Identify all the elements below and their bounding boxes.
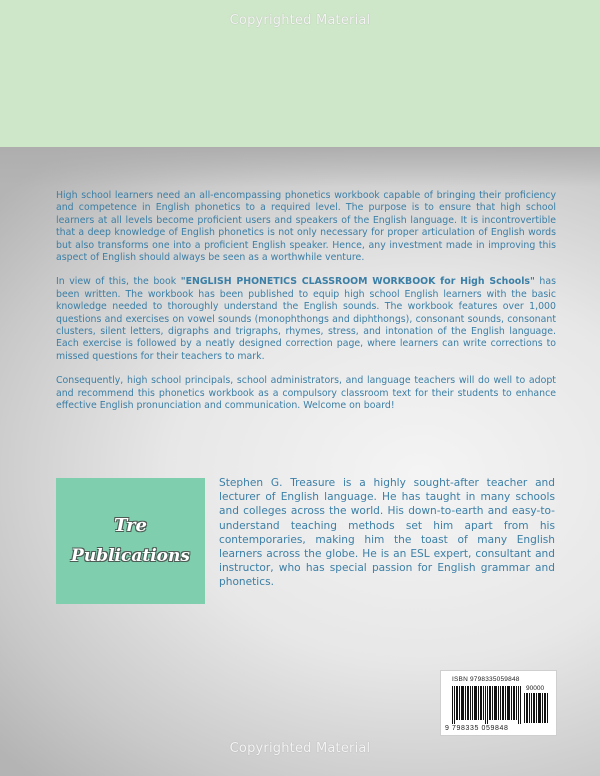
- barcode-bars: [452, 686, 522, 724]
- barcode-digits: 9 798335 059848: [445, 725, 509, 732]
- blurb-p2-rest: has been written. The workbook has been published to equip high school English learners with the basic knowledge needed to thoroughly understand the English sounds. The workbook features over 1,000 questions and exercises on vowel sounds (monophthongs and diphthongs), consonant sounds, consonant clusters, silent letters, digraphs and trigraphs, rhymes, stress, and intonation of the English language. Each exercise is followed by a neatly designed correction page, where learners can write corrections to missed questions for their teachers to mark.: [56, 276, 556, 362]
- author-bio: Stephen G. Treasure is a highly sought-after teacher and lecturer of English language. He has taught in many schools and colleges across the world. His down-to-earth and easy-to-understand teaching methods set him apart from his contemporaries, making him the toast of many English learners across the globe. He is an ESL expert, consultant and instructor, who has special passion for English grammar and phonetics.: [219, 477, 555, 589]
- copyright-watermark-top: Copyrighted Material: [229, 13, 371, 28]
- isbn-label: ISBN 9798335059848: [452, 676, 520, 683]
- price-addon: 90000: [526, 685, 545, 692]
- book-title-mention: "ENGLISH PHONETICS CLASSROOM WORKBOOK for High Schools": [180, 276, 535, 288]
- book-blurb: [56, 190, 556, 425]
- blurb-paragraph-1: High school learners need an all-encompassing phonetics workbook capable of bringing their proficiency and competence in English phonetics to a required level. The purpose is to ensure that high school learners at all levels become proficient users and speakers of the English language. It is incontrovertible that a deep knowledge of English phonetics is not only necessary for proper articulation of English words but also transforms one into a proficient English speaker. Hence, any investment made in improving this aspect of English should always be seen as a worthwhile venture.: [56, 190, 556, 264]
- copyright-watermark-bottom: Copyrighted Material: [229, 741, 371, 756]
- blurb-paragraph-2: [56, 276, 556, 363]
- cover-top-shade: [0, 147, 600, 187]
- publisher-logo: [56, 478, 205, 604]
- logo-line-1: Tre: [113, 515, 148, 536]
- isbn-barcode: [440, 670, 557, 736]
- logo-line-2: Publications: [71, 546, 190, 566]
- blurb-p2-intro: In view of this, the book: [56, 276, 181, 288]
- blurb-paragraph-3: Consequently, high school principals, school administrators, and language teachers will do well to adopt and recommend this phonetics workbook as a compulsory classroom text for their students to enhance effective English pronunciation and communication. Welcome on board!: [56, 375, 556, 412]
- addon-bars: [524, 693, 550, 723]
